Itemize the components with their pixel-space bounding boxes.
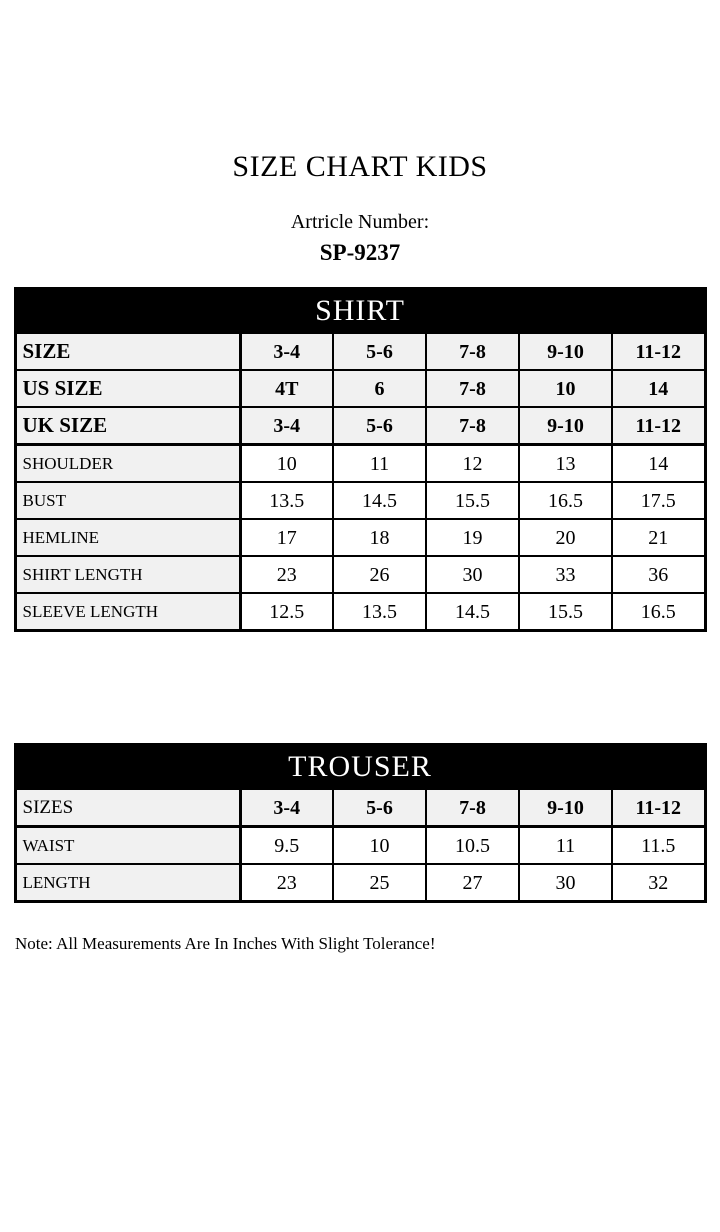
table-cell: 11-12	[612, 789, 705, 827]
table-cell: 33	[519, 556, 612, 593]
table-cell: 15.5	[519, 593, 612, 631]
table-row-length	[15, 864, 705, 902]
table-cell: 21	[612, 519, 705, 556]
shirt-table-header-row	[15, 289, 705, 334]
table-cell: 10.5	[426, 827, 519, 865]
table-cell: 19	[426, 519, 519, 556]
table-cell: 4T	[240, 370, 333, 407]
table-cell: 3-4	[240, 333, 333, 370]
table-cell: 23	[240, 864, 333, 902]
table-cell: 11.5	[612, 827, 705, 865]
table-row-sleeve-length	[15, 593, 705, 631]
table-cell: 3-4	[240, 789, 333, 827]
table-cell: 9-10	[519, 407, 612, 445]
table-cell: 36	[612, 556, 705, 593]
table-cell: 17	[240, 519, 333, 556]
table-cell: 3-4	[240, 407, 333, 445]
table-cell: 11-12	[612, 407, 705, 445]
table-cell: 9.5	[240, 827, 333, 865]
table-row-shirt-length	[15, 556, 705, 593]
table-cell: 11-12	[612, 333, 705, 370]
table-cell: 14.5	[333, 482, 426, 519]
table-row-waist	[15, 827, 705, 865]
table-cell: 13.5	[240, 482, 333, 519]
row-label: SLEEVE LENGTH	[15, 593, 240, 631]
table-cell: 25	[333, 864, 426, 902]
table-cell: 14.5	[426, 593, 519, 631]
table-cell: 23	[240, 556, 333, 593]
measurement-note: Note: All Measurements Are In Inches With Slight Tolerance!	[15, 934, 436, 953]
row-label: US SIZE	[15, 370, 240, 407]
table-cell: 30	[519, 864, 612, 902]
table-cell: 7-8	[426, 407, 519, 445]
table-cell: 7-8	[426, 789, 519, 827]
table-cell: 9-10	[519, 333, 612, 370]
trouser-table-header-row	[15, 745, 705, 790]
table-cell: 18	[333, 519, 426, 556]
article-number-value: SP-9237	[319, 240, 401, 265]
table-cell: 13.5	[333, 593, 426, 631]
table-row-uk-size	[15, 407, 705, 445]
table-cell: 5-6	[333, 407, 426, 445]
table-cell: 16.5	[519, 482, 612, 519]
table-cell: 32	[612, 864, 705, 902]
table-cell: 7-8	[426, 370, 519, 407]
table-cell: 9-10	[519, 789, 612, 827]
table-cell: 27	[426, 864, 519, 902]
table-cell: 30	[426, 556, 519, 593]
table-cell: 6	[333, 370, 426, 407]
table-cell: 5-6	[333, 789, 426, 827]
table-cell: 20	[519, 519, 612, 556]
row-label: HEMLINE	[15, 519, 240, 556]
row-label: WAIST	[15, 827, 240, 865]
row-label: SIZES	[15, 789, 240, 827]
table-row-us-size	[15, 370, 705, 407]
table-cell: 16.5	[612, 593, 705, 631]
table-cell: 10	[519, 370, 612, 407]
row-label: LENGTH	[15, 864, 240, 902]
table-row-sizes	[15, 789, 705, 827]
table-cell: 10	[240, 445, 333, 483]
table-row-shoulder	[15, 445, 705, 483]
table-cell: 7-8	[426, 333, 519, 370]
row-label: SHIRT LENGTH	[15, 556, 240, 593]
table-cell: 17.5	[612, 482, 705, 519]
table-cell: 12.5	[240, 593, 333, 631]
table-row-size	[15, 333, 705, 370]
row-label: BUST	[15, 482, 240, 519]
table-row-bust	[15, 482, 705, 519]
trouser-table-title: TROUSER	[15, 745, 705, 790]
table-cell: 26	[333, 556, 426, 593]
size-chart-page	[0, 152, 720, 1232]
shirt-size-table	[14, 287, 707, 632]
table-cell: 15.5	[426, 482, 519, 519]
table-cell: 10	[333, 827, 426, 865]
row-label: UK SIZE	[15, 407, 240, 445]
table-cell: 11	[519, 827, 612, 865]
table-cell: 11	[333, 445, 426, 483]
table-cell: 12	[426, 445, 519, 483]
table-cell: 14	[612, 445, 705, 483]
article-number-label: Artricle Number:	[290, 211, 430, 233]
row-label: SHOULDER	[15, 445, 240, 483]
trouser-size-table	[14, 743, 707, 903]
table-cell: 13	[519, 445, 612, 483]
shirt-table-title: SHIRT	[15, 289, 705, 334]
table-row-hemline	[15, 519, 705, 556]
table-cell: 5-6	[333, 333, 426, 370]
row-label: SIZE	[15, 333, 240, 370]
table-cell: 14	[612, 370, 705, 407]
page-title: SIZE CHART KIDS	[232, 150, 488, 183]
